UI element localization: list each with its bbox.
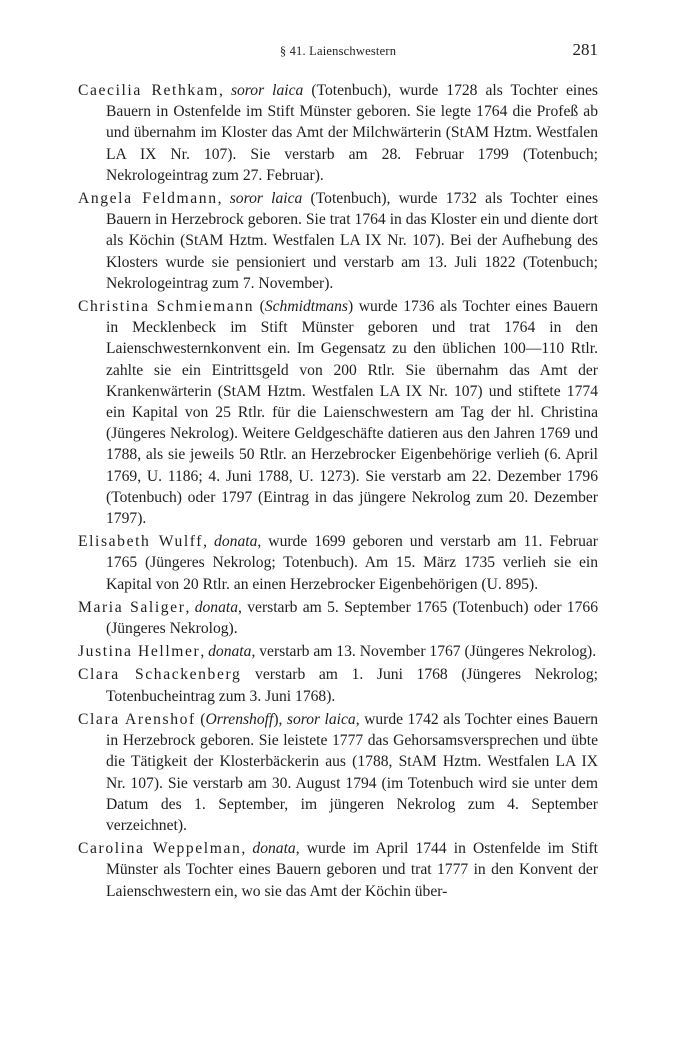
entry-clara-arenshof	[78, 709, 598, 836]
entry-maria-saliger	[78, 597, 598, 639]
entry-punct: ,	[217, 190, 230, 208]
entry-name: Carolina Weppelman	[78, 840, 242, 858]
page-body	[78, 80, 598, 904]
entry-punct: ,	[241, 840, 253, 858]
entry-status: soror laica	[286, 710, 356, 728]
page-header	[78, 40, 598, 64]
entry-text: verstarb am 1. Juni 1768 (Jüngeres Nekrolog; Totenbucheintrag zum 3. Juni 1768).	[106, 666, 598, 705]
entry-status: donata	[252, 840, 296, 858]
entry-status: soror laica	[229, 190, 303, 208]
entry-name: Angela Feldmann	[78, 190, 218, 208]
entry-name: Caecilia Rethkam	[78, 82, 220, 99]
entry-text: (Totenbuch), wurde 1732 als Tochter eines Bauern in Herzebrock geboren. Sie trat 1764 in das Kloster ein und diente dort als Köchin (StAM Hztm. Westfalen LA IX Nr. 107). Bei der Aufhebung des Klosters wurde sie pensioniert und verstarb am 13. Juli 1822 (Totenbuch; Nekrologeintrag zum 7. November).	[106, 190, 599, 292]
entry-text: , wurde 1699 geboren und verstarb am 11. Februar 1765 (Jüngeres Nekrolog; Totenbuch). Am 15. März 1735 verlieh sie ein Kapital von 20 Rtlr. an einen Herzebrocker Eigenbehörigen (U. 895).	[106, 533, 598, 593]
entry-text: , wurde im April 1744 in Ostenfelde im Stift Münster als Tochter eines Bauern geboren und trat 1777 in den Konvent der Laienschwestern ein, wo sie das Amt der Köchin über-	[106, 840, 599, 900]
entry-status: donata	[214, 533, 258, 551]
entry-status: donata	[208, 643, 252, 661]
entry-justina-hellmer	[78, 641, 598, 662]
entry-punct: ,	[185, 598, 195, 616]
entry-status: soror laica	[230, 82, 304, 99]
entry-punct: (	[254, 298, 265, 316]
entry-punct: ,	[219, 82, 231, 99]
entry-punct: (	[195, 710, 206, 728]
entry-text: , verstarb am 13. November 1767 (Jüngeres Nekrolog).	[251, 643, 597, 661]
entry-name: Elisabeth Wulff	[78, 533, 204, 551]
entry-text: ) wurde 1736 als Tochter eines Bauern in Mecklenbeck im Stift Münster geboren und trat 1764 in den Laienschwesternkonvent ein. Im Gegensatz zu den üblichen 100—110 Rtlr. zahlte sie ein Eintrittsgeld von 200 Rtlr. Sie übernahm das Amt der Krankenwärterin (StAM Hztm. Westfalen LA IX Nr. 107) und stiftete 1774 ein Kapital von 25 Rtlr. für die Laienschwestern am Tag der hl. Christina (Jüngeres Nekrolog). Weitere Geldgeschäfte datieren aus den Jahren 1769 und 1788, als sie jeweils 50 Rtlr. an Herzebrocker Eigenbehörige verlieh (6. April 1769, U. 1186; 4. Juni 1788, U. 1273). Sie verstarb am 22. Dezember 1796 (Totenbuch) oder 1797 (Eintrag in das jüngere Nekrolog zum 20. Dezember 1797).	[106, 298, 599, 528]
entry-name: Clara Schackenberg	[78, 666, 242, 684]
entry-punct: ),	[273, 710, 287, 728]
entry-text: , wurde 1742 als Tochter eines Bauern in Herzebrock geboren. Sie leistete 1777 das Gehorsamsversprechen und übte die Tätigkeit der Klosterbäckerin aus (1788, StAM Hztm. Westfalen LA IX Nr. 107). Sie verstarb am 30. August 1794 (im Totenbuch wird sie unter dem Datum des 1. September, im jüngeren Nekrolog zum 4. September verzeichnet).	[106, 710, 598, 834]
entry-angela-feldmann	[78, 188, 598, 294]
entry-text: (Totenbuch), wurde 1728 als Tochter eines Bauern in Ostenfelde im Stift Münster geboren. Sie legte 1764 die Profeß ab und übernahm im Kloster das Amt der Milchwärterin (StAM Hztm. Westfalen LA IX Nr. 107). Sie verstarb am 28. Februar 1799 (Totenbuch; Nekrologeintrag zum 27. Februar).	[106, 82, 598, 184]
entry-status: donata	[194, 598, 239, 616]
entry-text: , verstarb am 5. September 1765 (Totenbuch) oder 1766 (Jüngeres Nekrolog).	[106, 598, 598, 638]
entry-name: Clara Arenshof	[78, 710, 196, 728]
entry-name: Justina Hellmer	[78, 643, 201, 661]
entry-caecilia-rethkam	[78, 80, 598, 186]
entry-clara-schackenberg	[78, 664, 598, 706]
entry-christina-schmiemann	[78, 296, 598, 529]
entry-name: Maria Saliger	[78, 598, 186, 616]
entry-punct: ,	[203, 533, 215, 551]
entry-variant-name: Schmidtmans	[264, 298, 349, 316]
entry-name: Christina Schmiemann	[78, 298, 255, 316]
page-number: 281	[572, 40, 598, 59]
entry-carolina-weppelman	[78, 838, 598, 902]
entry-punct: ,	[200, 643, 209, 661]
entry-variant-name: Orrenshoff	[205, 710, 274, 728]
entry-elisabeth-wulff	[78, 531, 598, 595]
running-title: § 41. Laienschwestern	[279, 44, 397, 58]
